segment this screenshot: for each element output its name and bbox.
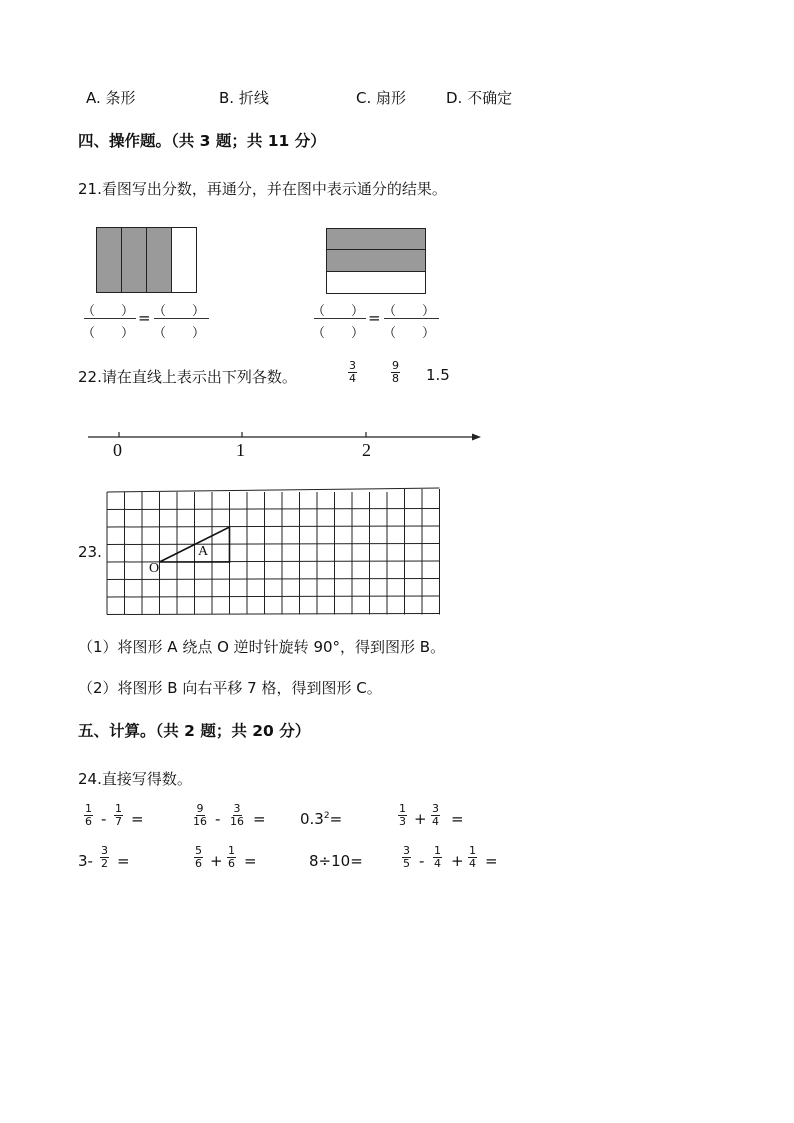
number-line: [88, 430, 483, 444]
blank-numerator: （ ）: [153, 303, 206, 318]
fraction: $\frac{1}{4}$: [434, 844, 441, 870]
operator: +: [451, 852, 464, 870]
q23-step-1: （1）将图形 A 绕点 O 逆时针旋转 90°，得到图形 B。: [78, 638, 446, 656]
operator: -: [419, 852, 425, 870]
exponent: 2: [323, 811, 330, 821]
equals-sign: =: [368, 309, 381, 327]
blank-denominator: （ ）: [82, 325, 135, 340]
grid-line: [107, 614, 440, 615]
q22-text: 22.请在直线上表示出下列各数。: [78, 368, 297, 386]
operator: -: [101, 810, 107, 828]
base: 0.3: [300, 810, 324, 828]
blank-denominator: （ ）: [153, 325, 206, 340]
fraction: $\frac{1}{4}$: [469, 844, 476, 870]
operator: +: [210, 852, 223, 870]
equals-sign: =: [451, 810, 464, 828]
q24-text: 24.直接写得数。: [78, 770, 192, 788]
shape-a-label: A: [198, 544, 209, 559]
blank-numerator: （ ）: [312, 303, 365, 318]
blank-numerator: （ ）: [383, 303, 436, 318]
equals-sign: =: [131, 810, 144, 828]
blank-denominator: （ ）: [312, 325, 365, 340]
grid-line: [107, 596, 440, 597]
equals-sign: =: [253, 810, 266, 828]
fraction: $\frac{1}{6}$: [228, 844, 235, 870]
lead-term: 3-: [78, 852, 93, 870]
equals-sign: =: [138, 309, 151, 327]
decimal-value: 1.5: [426, 366, 450, 384]
equals-sign: =: [244, 852, 257, 870]
division-expression: 8÷10=: [309, 852, 363, 870]
equals-sign: =: [485, 852, 498, 870]
axis-label-0: 0: [113, 440, 122, 460]
equals-sign: =: [329, 810, 343, 828]
grid-line: [107, 579, 440, 580]
fraction: $\frac{1}{7}$: [115, 802, 122, 828]
operator: -: [215, 810, 221, 828]
q23-number: 23.: [78, 543, 102, 561]
option-d: D. 不确定: [446, 89, 513, 107]
axis-label-1: 1: [236, 440, 245, 460]
fraction-three-quarters: $\frac{3}{4}$: [349, 359, 356, 385]
blank-denominator: （ ）: [383, 325, 436, 340]
square-grid: [106, 486, 448, 616]
option-c: C. 扇形: [356, 89, 407, 107]
fraction: $\frac{1}{3}$: [399, 802, 406, 828]
grid-line: [107, 544, 440, 545]
section-5-title: 五、计算。（共 2 题；共 20 分）: [78, 722, 311, 740]
section-4-title: 四、操作题。（共 3 题；共 11 分）: [78, 132, 326, 150]
grid-line: [107, 509, 440, 510]
fraction-nine-eighths: $\frac{9}{8}$: [392, 359, 399, 385]
fraction: $\frac{5}{6}$: [195, 844, 202, 870]
fraction: $\frac{1}{6}$: [85, 802, 92, 828]
axis-label-2: 2: [362, 440, 371, 460]
grid-line: [107, 488, 440, 492]
fraction: $\frac{3}{2}$: [101, 844, 108, 870]
fraction: $\frac{9}{16}$: [193, 802, 207, 828]
q21-figure-1: [96, 227, 197, 294]
q23-step-2: （2）将图形 B 向右平移 7 格，得到图形 C。: [78, 679, 382, 697]
fraction: $\frac{3}{4}$: [432, 802, 439, 828]
option-b: B. 折线: [219, 89, 269, 107]
operator: +: [414, 810, 427, 828]
blank-numerator: （ ）: [82, 303, 135, 318]
q21-figure-2: [326, 228, 427, 295]
point-o-label: O: [149, 561, 160, 576]
q21-text: 21.看图写出分数，再通分，并在图中表示通分的结果。: [78, 180, 447, 198]
fraction: $\frac{3}{5}$: [403, 844, 410, 870]
equals-sign: =: [117, 852, 130, 870]
power-expression: [300, 810, 342, 828]
option-a: A. 条形: [86, 89, 136, 107]
fraction: $\frac{3}{16}$: [230, 802, 244, 828]
grid-line: [107, 526, 440, 527]
